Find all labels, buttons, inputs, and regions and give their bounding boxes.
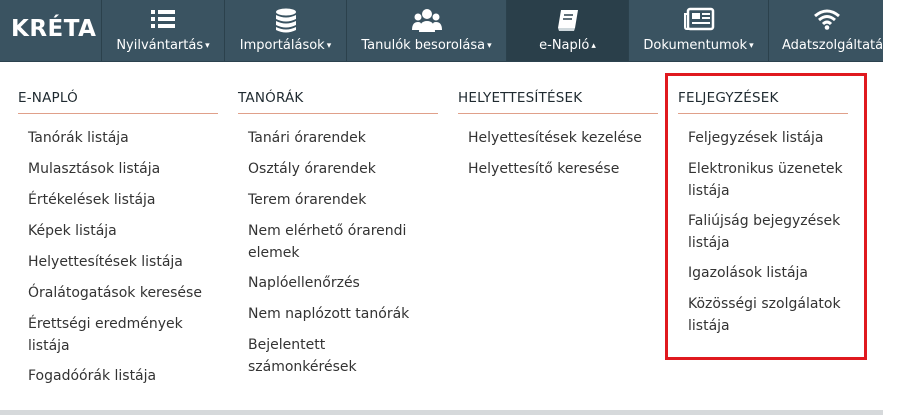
menu-item-nem-elerheto-orarendi-elemek-cont[interactable]: elemek: [248, 245, 300, 261]
caret-down-icon: ▾: [749, 41, 754, 51]
wifi-icon: [813, 8, 841, 34]
highlight-box: [665, 73, 867, 360]
menu-column-helyettesitesek: [458, 85, 658, 177]
nav-adatszolgaltatasok[interactable]: [768, 0, 898, 61]
menu-item-ertekelesek-listaja[interactable]: Értékelések listája: [28, 192, 156, 208]
nav-label-e-naplo: e-Napló: [539, 38, 590, 53]
menu-item-igazolasok-listaja[interactable]: Igazolások listája: [688, 265, 809, 281]
menu-item-faliujsag-bejegyzesek[interactable]: Faliújság bejegyzések: [688, 213, 841, 229]
menu-heading-helyettesitesek: HELYETTESÍTÉSEK: [458, 85, 658, 114]
database-icon: [275, 8, 297, 38]
menu-item-tanorak-listaja[interactable]: Tanórák listája: [28, 130, 129, 146]
menu-item-erettsegi-eredmenyek[interactable]: Érettségi eredmények: [28, 316, 183, 332]
menu-item-faliujsag-bejegyzesek-cont[interactable]: listája: [688, 235, 730, 251]
menu-item-helyettesitesek-kezelese[interactable]: Helyettesítések kezelése: [468, 130, 642, 146]
menu-item-kozossegi-szolgalatok[interactable]: Közösségi szolgálatok: [688, 296, 841, 312]
newspaper-icon: [684, 8, 714, 34]
caret-down-icon: ▾: [487, 41, 492, 51]
menu-item-elektronikus-uzenetek[interactable]: Elektronikus üzenetek: [688, 161, 843, 177]
kreta-logo[interactable]: [0, 0, 101, 61]
menu-item-naploellenorzes[interactable]: Naplóellenőrzés: [248, 275, 360, 291]
menu-heading-feljegyzesek: FELJEGYZÉSEK: [678, 85, 848, 114]
menu-item-tanari-orarendek[interactable]: Tanári órarendek: [248, 130, 366, 146]
menu-item-oralatogatasok-keresese[interactable]: Óralátogatások keresése: [28, 285, 202, 301]
menu-item-erettsegi-eredmenyek-cont[interactable]: listája: [28, 338, 70, 354]
nav-dokumentumok[interactable]: [628, 0, 768, 61]
menu-item-nem-elerheto-orarendi-elemek[interactable]: Nem elérhető órarendi: [248, 223, 407, 239]
menu-item-fogadoorak-listaja[interactable]: Fogadóórák listája: [28, 368, 157, 384]
menu-item-mulasztasok-listaja[interactable]: Mulasztások listája: [28, 161, 161, 177]
nav-importalasok[interactable]: [224, 0, 346, 61]
menu-column-enaplo: [18, 85, 218, 384]
menu-item-elektronikus-uzenetek-cont[interactable]: listája: [688, 183, 730, 199]
book-icon: [556, 8, 580, 36]
top-navigation-bar: [0, 0, 898, 62]
menu-heading-tanorak: TANÓRÁK: [238, 85, 438, 114]
nav-label-adatszolgaltatasok: Adatszolgáltatáso: [782, 38, 898, 53]
caret-down-icon: ▾: [326, 41, 332, 51]
menu-item-helyettesitesek-listaja[interactable]: Helyettesítések listája: [28, 254, 183, 270]
nav-label-importalasok: Importálások: [239, 38, 325, 53]
menu-bottom-border: [0, 410, 883, 415]
nav-e-naplo[interactable]: [506, 0, 628, 61]
nav-label-tanulok-besorolasa: Tanulók besorolása: [361, 38, 486, 53]
menu-item-terem-orarendek[interactable]: Terem órarendek: [248, 192, 367, 208]
menu-item-helyettesito-keresese[interactable]: Helyettesítő keresése: [468, 161, 620, 177]
caret-down-icon: ▾: [205, 41, 210, 51]
nav-label-nyilvantartas: Nyilvántartás: [116, 38, 204, 53]
nav-label-dokumentumok: Dokumentumok: [643, 38, 748, 53]
menu-item-kozossegi-szolgalatok-cont[interactable]: listája: [688, 318, 730, 334]
users-icon: [412, 8, 442, 36]
list-icon: [150, 8, 176, 34]
caret-up-icon: ▴: [591, 41, 596, 51]
menu-heading-enaplo: E-NAPLÓ: [18, 85, 218, 114]
menu-item-bejelentett-szamonkeresek[interactable]: Bejelentett számonkérések: [248, 337, 357, 375]
menu-item-osztaly-orarendek[interactable]: Osztály órarendek: [248, 161, 376, 177]
menu-item-nem-naplozott-tanorak[interactable]: Nem naplózott tanórák: [248, 306, 410, 322]
logo-text: KRÉTA: [11, 16, 97, 42]
menu-item-feljegyzesek-listaja[interactable]: Feljegyzések listája: [688, 130, 824, 146]
nav-tanulok-besorolasa[interactable]: [346, 0, 506, 61]
menu-column-tanorak: [238, 85, 438, 375]
nav-nyilvantartas[interactable]: [101, 0, 224, 61]
menu-item-kepek-listaja[interactable]: Képek listája: [28, 223, 117, 239]
